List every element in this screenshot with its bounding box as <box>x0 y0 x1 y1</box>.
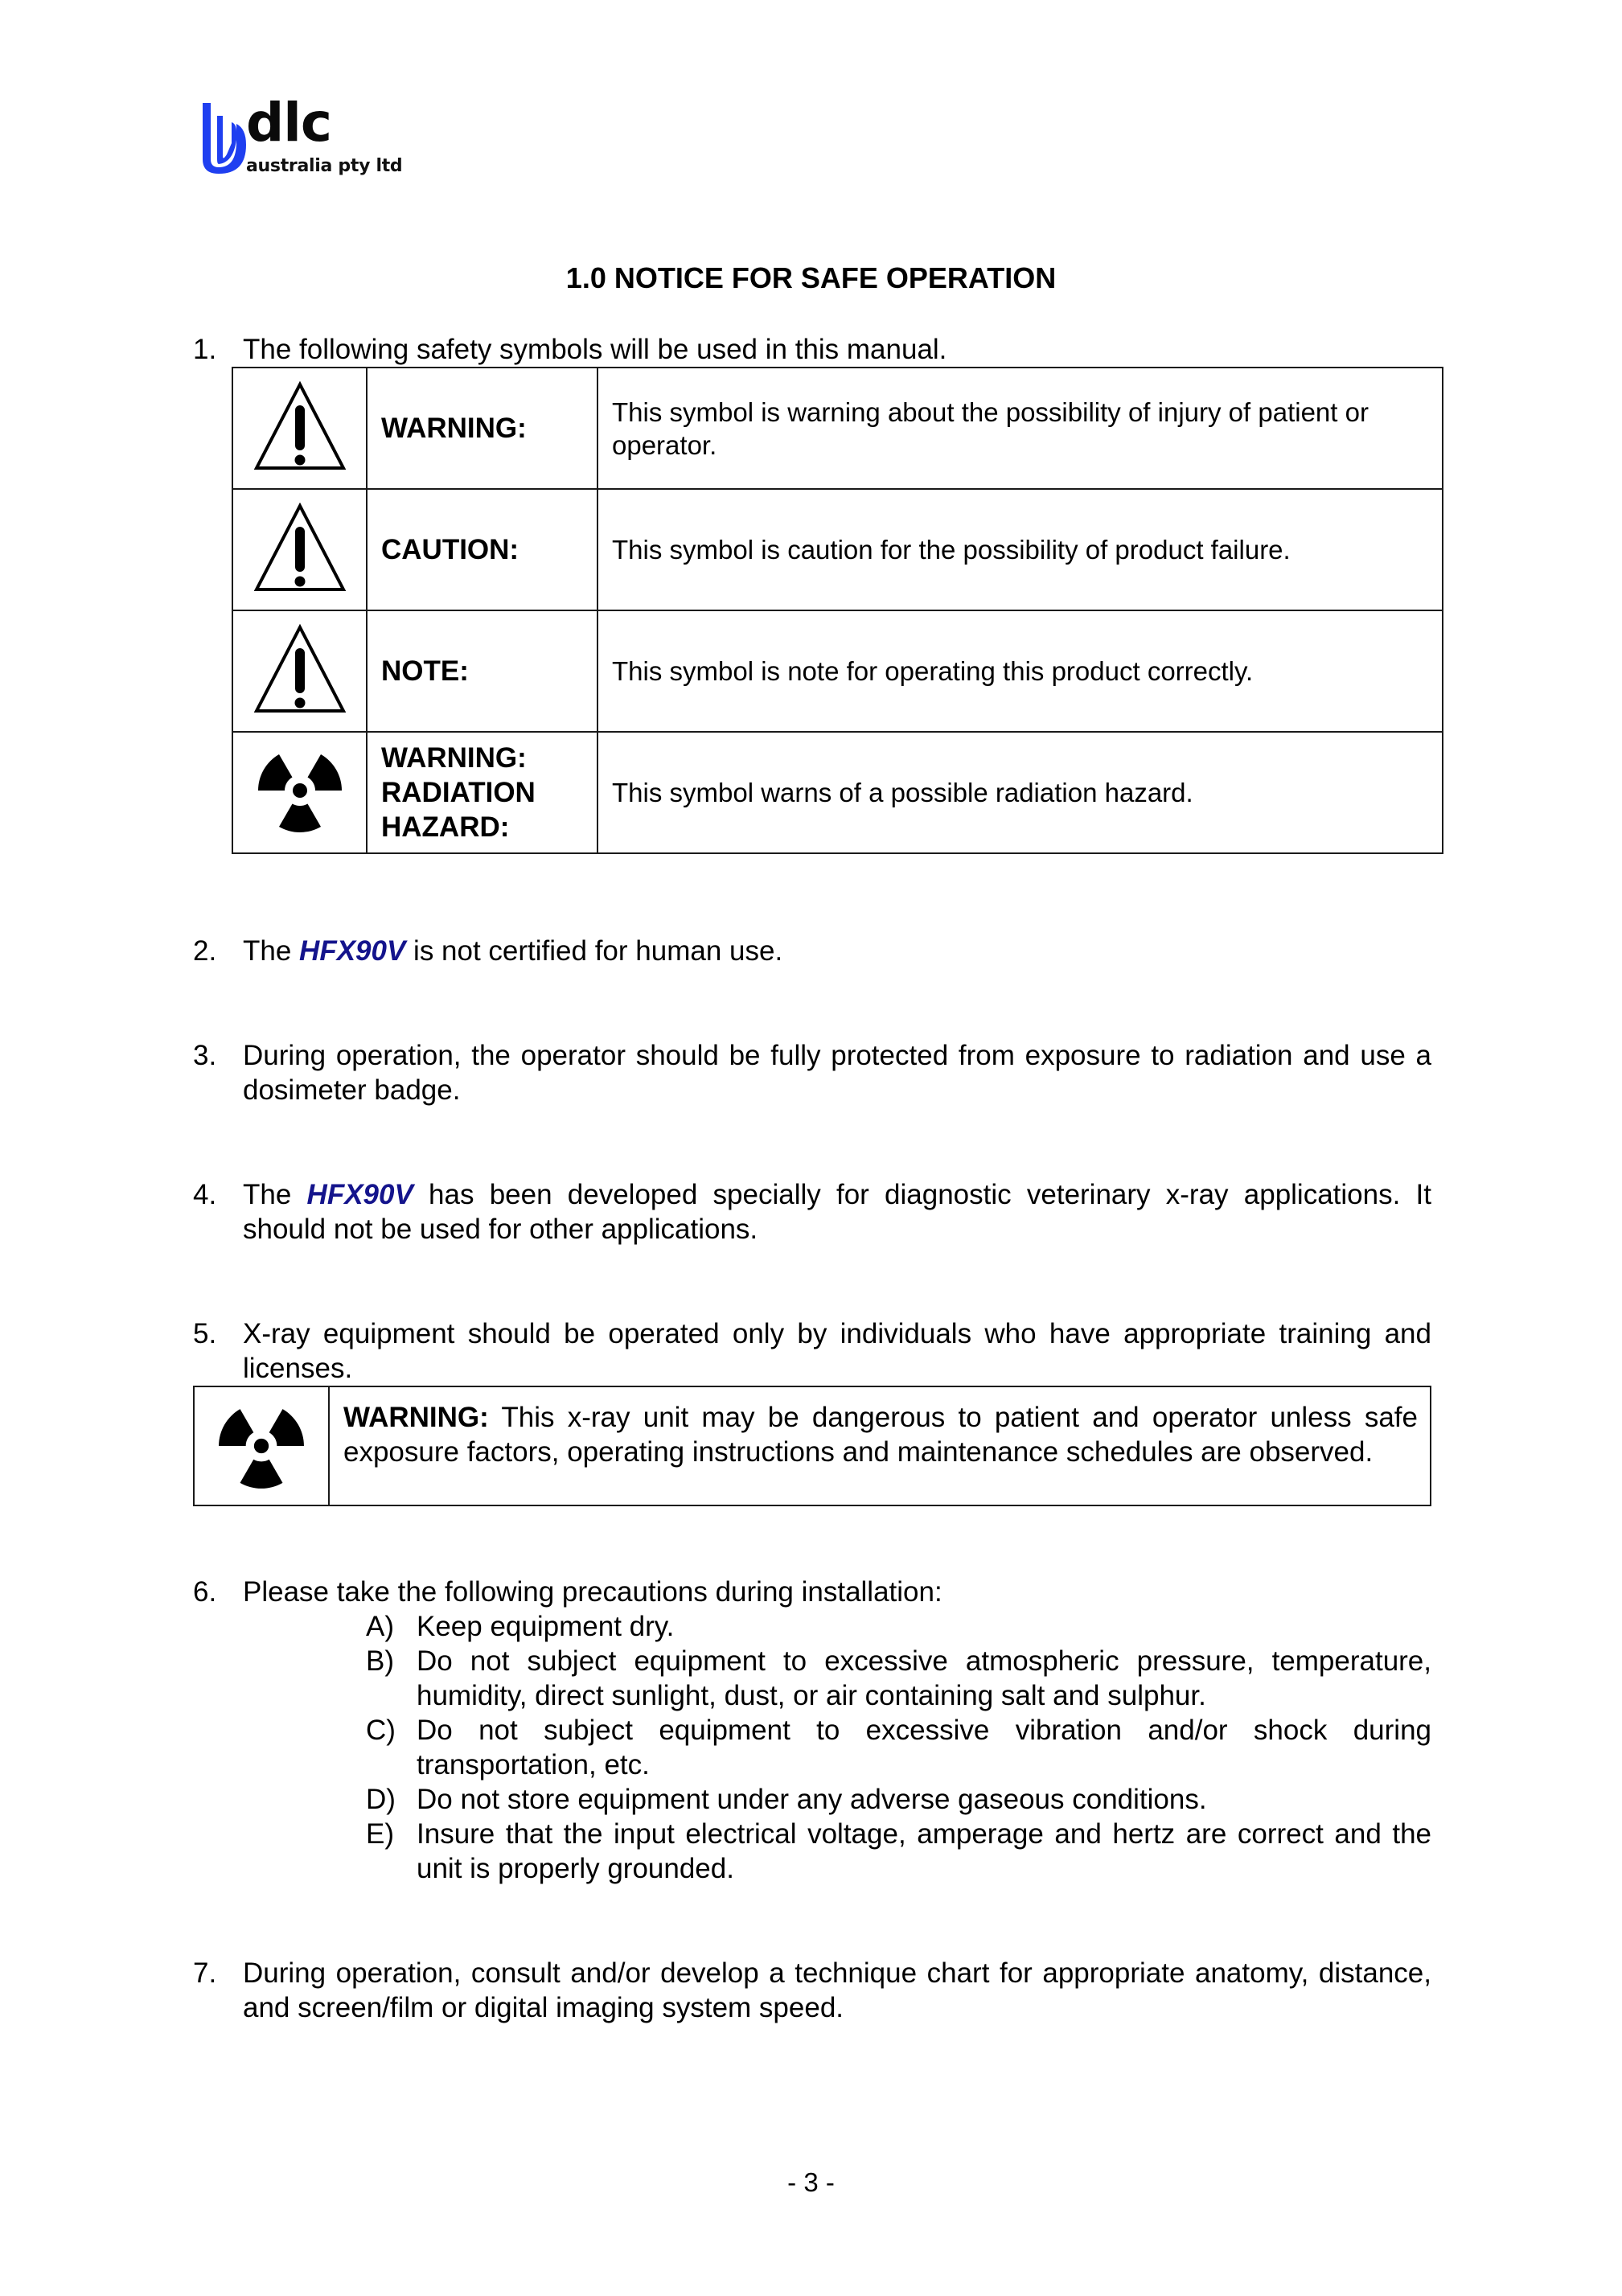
table-row <box>232 489 1443 610</box>
page-number: - 3 - <box>787 2167 835 2197</box>
subitem-letter: D) <box>366 1784 396 1815</box>
subitem-d <box>366 1782 1431 1817</box>
item-number: 5. <box>193 1318 217 1349</box>
list-item-1 <box>193 332 1431 367</box>
symbol-label: CAUTION: <box>367 489 597 610</box>
list-item-7 <box>193 1956 1431 2025</box>
item-number: 7. <box>193 1957 217 1989</box>
symbol-label: WARNING: <box>367 368 597 489</box>
subitem-e <box>366 1817 1431 1886</box>
list-item-4 <box>193 1177 1431 1247</box>
logo-subtitle: australia pty ltd <box>246 156 403 176</box>
warning-triangle-icon <box>253 381 347 471</box>
radiation-icon <box>256 746 344 835</box>
logo-brand-text: dlc <box>246 92 331 154</box>
item-text: The following safety symbols will be used in this manual. <box>243 334 947 365</box>
warning-label: WARNING: <box>343 1402 489 1433</box>
table-row <box>232 368 1443 489</box>
text-fragment: is not certified for human use. <box>405 935 783 967</box>
list-item-3 <box>193 1038 1431 1107</box>
text-fragment: The <box>243 1179 307 1210</box>
warning-body: This x-ray unit may be dangerous to patient and operator unless safe exposure factors, operating instructions and maintenance schedules are observed. <box>343 1402 1418 1468</box>
item-number: 1. <box>193 334 217 365</box>
section-title: 1.0 NOTICE FOR SAFE OPERATION <box>565 261 1057 294</box>
warning-triangle-icon <box>253 624 347 714</box>
item-number: 6. <box>193 1576 217 1608</box>
logo-mark-icon <box>201 100 249 177</box>
list-item-6 <box>193 1575 1431 1609</box>
warning-icon-cell <box>195 1387 330 1505</box>
subitem-c <box>366 1713 1431 1782</box>
subitem-text: Do not subject equipment to excessive atmospheric pressure, temperature, humidity, direct sunlight, dust, or air containing salt and sulphur. <box>417 1645 1431 1711</box>
symbol-cell <box>232 368 367 489</box>
safety-symbols-table <box>232 367 1443 854</box>
item-text <box>243 1177 1431 1247</box>
label-line: WARNING: <box>381 742 527 774</box>
item-text: Please take the following precautions during installation: <box>243 1576 942 1608</box>
subitem-letter: B) <box>366 1645 394 1677</box>
item-text: During operation, the operator should be fully protected from exposure to radiation and use a dosimeter badge. <box>243 1040 1431 1106</box>
symbol-cell <box>232 610 367 732</box>
item-text: During operation, consult and/or develop a technique chart for appropriate anatomy, distance, and screen/film or digital imaging system speed. <box>243 1957 1431 2023</box>
item-number: 2. <box>193 935 217 967</box>
subitem-b <box>366 1644 1431 1713</box>
item-text: X-ray equipment should be operated only by individuals who have appropriate training and licenses. <box>243 1318 1431 1384</box>
list-item-2 <box>193 934 1431 968</box>
radiation-warning-box <box>193 1386 1431 1506</box>
symbol-cell <box>232 732 367 853</box>
text-fragment: has been developed specially for diagnostic veterinary x-ray applications. It should not be used for other applications. <box>243 1179 1432 1245</box>
symbol-description: This symbol is note for operating this product correctly. <box>597 610 1443 732</box>
symbol-label: NOTE: <box>367 610 597 732</box>
table-row <box>232 732 1443 853</box>
subitem-text: Do not subject equipment to excessive vibration and/or shock during transportation, etc. <box>417 1715 1431 1781</box>
product-name: HFX90V <box>306 1179 413 1210</box>
text-fragment: The <box>243 935 300 967</box>
label-line: HAZARD: <box>381 811 510 843</box>
symbol-label <box>367 732 597 853</box>
subitem-text: Keep equipment dry. <box>417 1611 675 1642</box>
subitem-letter: E) <box>366 1818 394 1850</box>
table-row <box>232 610 1443 732</box>
symbol-description: This symbol is warning about the possibility of injury of patient or operator. <box>597 368 1443 489</box>
item-number: 3. <box>193 1040 217 1071</box>
subitem-letter: C) <box>366 1715 396 1746</box>
subitem-letter: A) <box>366 1611 394 1642</box>
subitem-text: Do not store equipment under any adverse gaseous conditions. <box>417 1784 1207 1815</box>
subitem-a <box>366 1609 1431 1644</box>
radiation-icon <box>216 1401 306 1491</box>
item-text <box>243 934 1431 968</box>
product-name: HFX90V <box>299 935 406 967</box>
subitem-text: Insure that the input electrical voltage, amperage and hertz are correct and the unit is properly grounded. <box>417 1818 1431 1884</box>
symbol-description: This symbol warns of a possible radiation hazard. <box>597 732 1443 853</box>
item-number: 4. <box>193 1179 217 1210</box>
company-logo <box>201 92 403 177</box>
warning-text <box>343 1400 1418 1469</box>
list-item-5 <box>193 1316 1431 1386</box>
label-line: RADIATION <box>381 777 536 808</box>
warning-triangle-icon <box>253 503 347 593</box>
symbol-cell <box>232 489 367 610</box>
symbol-description: This symbol is caution for the possibility of product failure. <box>597 489 1443 610</box>
